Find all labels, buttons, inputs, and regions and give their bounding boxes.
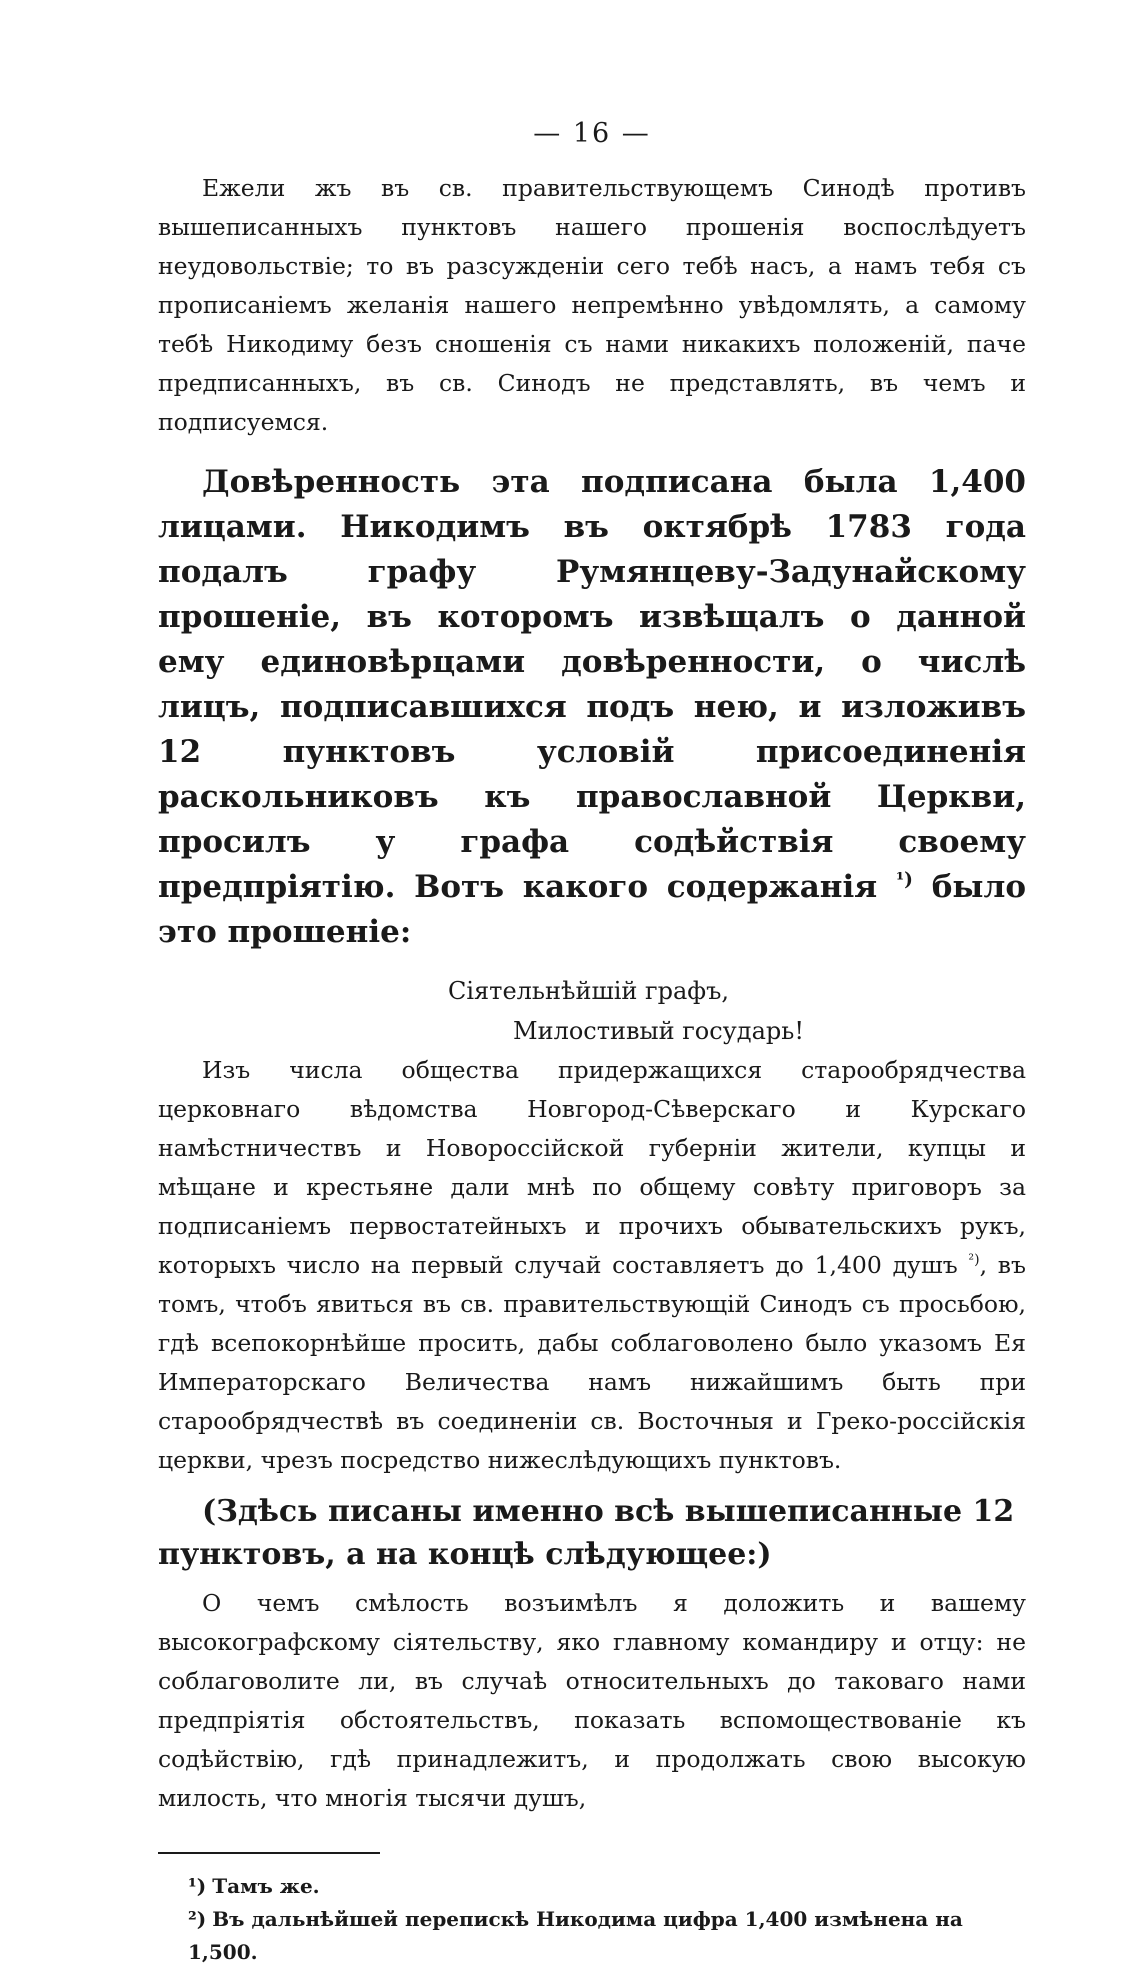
paragraph-1: Ежели жъ въ св. правительствующемъ Синодѣ противъ вышеписанныхъ пунктовъ нашего прошенія воспослѣдуетъ неудовольствіе; то въ разсужденіи сего тебѣ насъ, а намъ тебя съ прописаніемъ желанія нашего непремѣнно увѣдомлять, а самому тебѣ Никодиму безъ сношенія съ нами никакихъ положеній, паче предписанныхъ, въ св. Синодъ не представлять, въ чемъ и подписуемся. (158, 174, 1026, 436)
footnote-1-mark: ¹) (188, 1874, 207, 1898)
salutation-line-2: Милостивый государь! (513, 1017, 804, 1045)
footnote-1-text: Тамъ же. (212, 1874, 320, 1898)
paragraph-3-tail: , въ томъ, чтобъ явиться въ св. правительствующій Синодъ съ просьбою, гдѣ всепокорнѣйше просить, дабы соблаговолено было указомъ Ея Императорскаго Величества намъ нижайшимъ быть при старообрядчествѣ въ соединеніи св. Восточныя и Греко-россійскія церкви, чрезъ посредство нижеслѣдующихъ пунктовъ. (158, 1251, 1026, 1474)
footnote-1 (158, 1870, 1026, 1903)
paragraph-2 (158, 460, 1026, 955)
page-body (158, 118, 1026, 1969)
salutation-line-1: Сіятельнѣйшій графъ, (448, 977, 729, 1005)
footnote-2-mark: ²) (188, 1907, 207, 1931)
footnote-ref-1: ¹) (895, 869, 913, 891)
paragraph-2-text: Довѣренность эта подписана была 1,400 лицами. Никодимъ въ октябрѣ 1783 года подалъ графу Румянцеву-Задунайскому прошеніе, въ которомъ извѣщалъ о данной ему единовѣрцами довѣренности, о числѣ лицъ, подписавшихся подъ нею, и изложивъ 12 пунктовъ условій присоединенія раскольниковъ къ православной Церкви, просилъ у графа содѣйствія своему предпріятію. Вотъ какого содержанія (158, 464, 1026, 905)
footnote-2-text: Въ дальнѣйшей перепискѣ Никодима цифра 1,400 измѣнена на 1,500. (188, 1907, 963, 1964)
paragraph-3 (158, 1051, 1026, 1480)
footnote-2 (158, 1903, 1026, 1969)
paragraph-3-text: Изъ числа общества придержащихся старообрядчества церковнаго вѣдомства Новгород-Сѣверскаго и Курскаго намѣстничествъ и Новороссійской губерніи жители, купцы и мѣщане и крестьяне дали мнѣ по общему совѣту приговоръ за подписаніемъ первостатейныхъ и прочихъ обывательскихъ рукъ, которыхъ число на первый случай составляетъ до 1,400 душъ (158, 1056, 1026, 1279)
paragraph-5: О чемъ смѣлость возъимѣлъ я доложить и вашему высокографскому сіятельству, яко главному командиру и отцу: не соблаговолите ли, въ случаѣ относительныхъ до таковаго нами предпріятія обстоятельствъ, показать вспомоществованіе къ содѣйствію, гдѣ принадлежитъ, и продолжать свою высокую милость, что многія тысячи душъ, (158, 1589, 1026, 1812)
footnote-ref-2: ²) (968, 1252, 980, 1269)
page-number: — 16 — (533, 118, 651, 149)
paragraph-2-tail: было это прошеніе: (158, 869, 1027, 950)
paragraph-4: (Здѣсь писаны именно всѣ вышеписанные 12 пунктовъ, а на концѣ слѣдующее:) (158, 1494, 1015, 1572)
footnote-divider (158, 1852, 380, 1854)
